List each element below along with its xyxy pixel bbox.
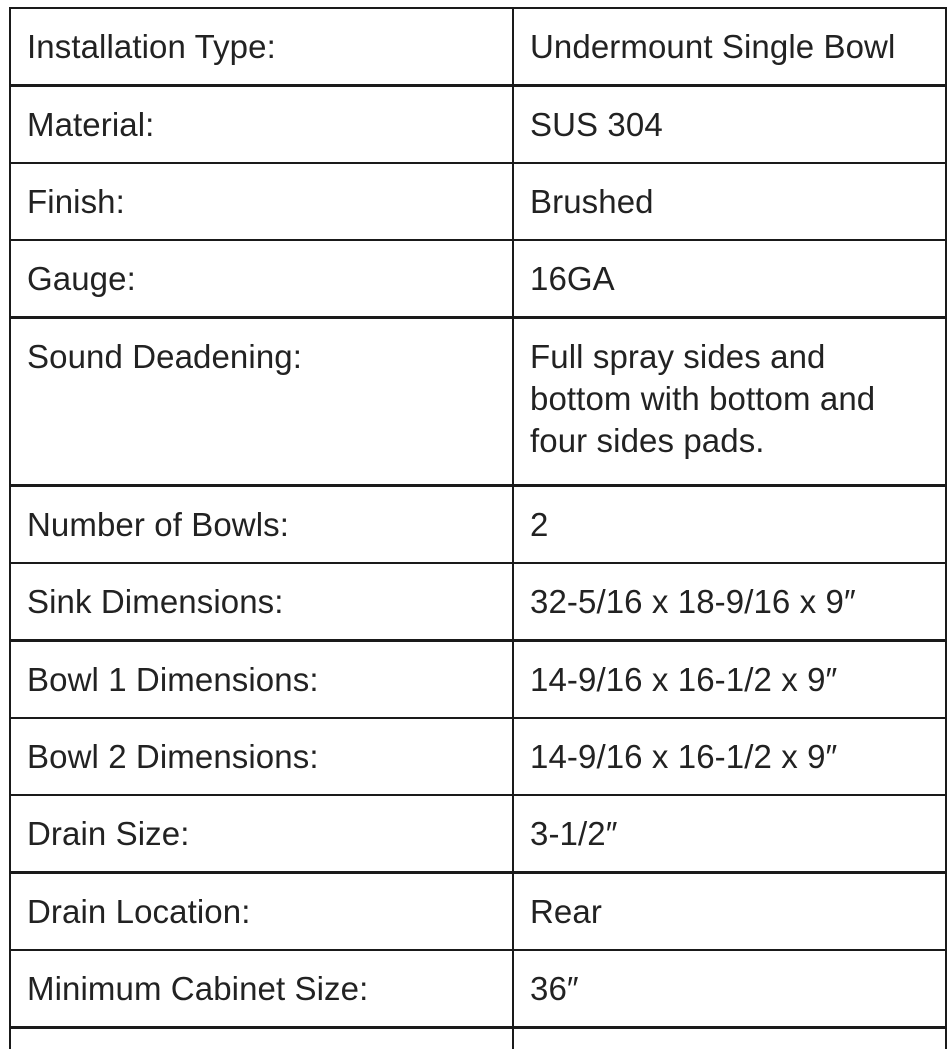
spec-label: Gauge: bbox=[10, 240, 513, 318]
spec-value: 2 bbox=[513, 486, 946, 564]
spec-row-number-of-bowls bbox=[10, 486, 946, 564]
spec-value: 32-5/16 x 18-9/16 x 9″ bbox=[513, 563, 946, 641]
spec-value: Undermount Single Bowl bbox=[513, 8, 946, 86]
spec-label-empty bbox=[10, 1028, 513, 1049]
spec-row-cut-off bbox=[10, 1028, 946, 1049]
spec-value: 14-9/16 x 16-1/2 x 9″ bbox=[513, 641, 946, 719]
spec-row-drain-size bbox=[10, 795, 946, 873]
spec-value: Full spray sides and bottom with bottom and four sides pads. bbox=[513, 318, 946, 486]
spec-label: Finish: bbox=[10, 163, 513, 240]
spec-value: 3-1/2″ bbox=[513, 795, 946, 873]
spec-row-finish bbox=[10, 163, 946, 240]
spec-row-sound-deadening bbox=[10, 318, 946, 486]
spec-label: Drain Size: bbox=[10, 795, 513, 873]
spec-label: Number of Bowls: bbox=[10, 486, 513, 564]
spec-value: SUS 304 bbox=[513, 86, 946, 164]
spec-label: Installation Type: bbox=[10, 8, 513, 86]
spec-label: Sink Dimensions: bbox=[10, 563, 513, 641]
spec-label: Drain Location: bbox=[10, 873, 513, 951]
spec-label: Minimum Cabinet Size: bbox=[10, 950, 513, 1028]
spec-label: Sound Deadening: bbox=[10, 318, 513, 486]
spec-value: 14-9/16 x 16-1/2 x 9″ bbox=[513, 718, 946, 795]
spec-row-material bbox=[10, 86, 946, 164]
spec-row-drain-location bbox=[10, 873, 946, 951]
product-spec-table bbox=[9, 7, 947, 1049]
spec-value: 16GA bbox=[513, 240, 946, 318]
spec-label: Material: bbox=[10, 86, 513, 164]
spec-label: Bowl 1 Dimensions: bbox=[10, 641, 513, 719]
spec-value-empty bbox=[513, 1028, 946, 1049]
spec-value: Rear bbox=[513, 873, 946, 951]
spec-row-minimum-cabinet-size bbox=[10, 950, 946, 1028]
spec-row-installation-type bbox=[10, 8, 946, 86]
spec-row-gauge bbox=[10, 240, 946, 318]
spec-value: Brushed bbox=[513, 163, 946, 240]
spec-row-bowl-2-dimensions bbox=[10, 718, 946, 795]
spec-value: 36″ bbox=[513, 950, 946, 1028]
spec-row-bowl-1-dimensions bbox=[10, 641, 946, 719]
spec-row-sink-dimensions bbox=[10, 563, 946, 641]
spec-label: Bowl 2 Dimensions: bbox=[10, 718, 513, 795]
